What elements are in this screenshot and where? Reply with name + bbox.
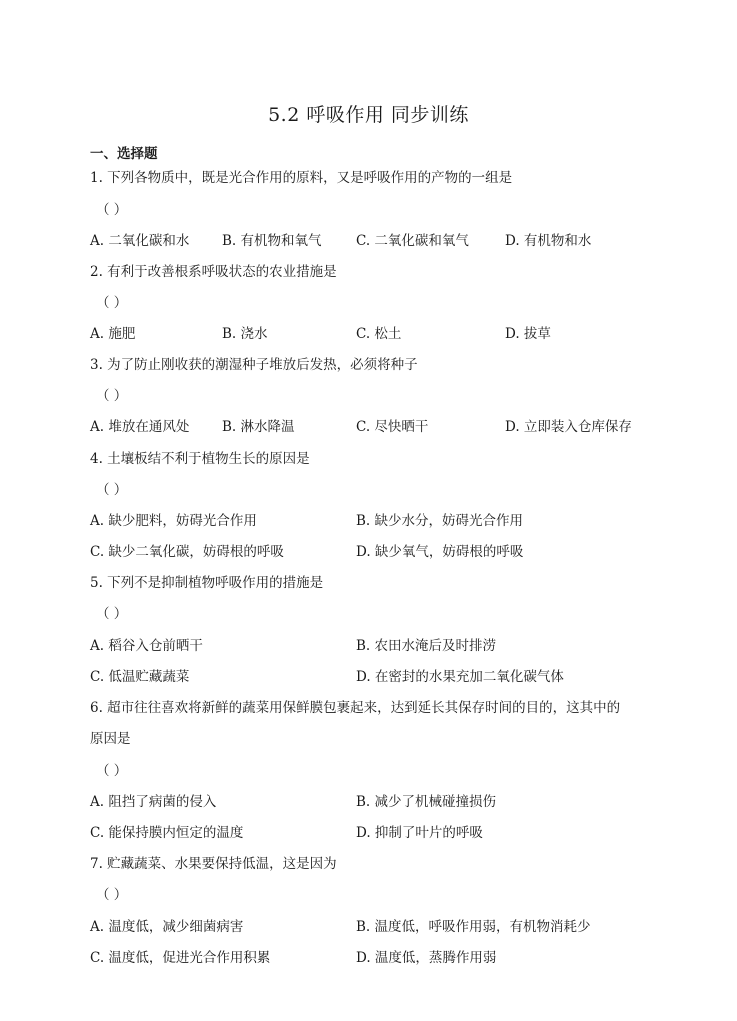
question-4-option-b: B. 缺少水分，妨碍光合作用 bbox=[356, 513, 524, 529]
question-2-option-d: D. 拔草 bbox=[505, 326, 551, 342]
question-4-stem: 4. 土壤板结不利于植物生长的原因是 bbox=[90, 451, 310, 467]
question-7-option-c: C. 温度低，促进光合作用积累 bbox=[90, 950, 271, 966]
question-2-answer-blank: （ ） bbox=[96, 295, 128, 311]
question-2-option-a: A. 施肥 bbox=[90, 326, 136, 342]
question-1-option-d: D. 有机物和水 bbox=[505, 233, 592, 249]
page-title: 5.2 呼吸作用 同步训练 bbox=[268, 104, 469, 126]
question-4-answer-blank: （ ） bbox=[96, 482, 128, 498]
question-3-answer-blank: （ ） bbox=[96, 388, 128, 404]
question-5-answer-blank: （ ） bbox=[96, 606, 128, 622]
question-5-stem: 5. 下列不是抑制植物呼吸作用的措施是 bbox=[90, 575, 324, 591]
question-6-option-b: B. 减少了机械碰撞损伤 bbox=[356, 794, 497, 810]
question-1-option-c: C. 二氧化碳和氧气 bbox=[356, 233, 469, 249]
question-1-option-b: B. 有机物和氧气 bbox=[222, 233, 322, 249]
question-5-option-b: B. 农田水淹后及时排涝 bbox=[356, 638, 497, 654]
question-6-option-a: A. 阻挡了病菌的侵入 bbox=[90, 794, 217, 810]
question-7-stem: 7. 贮藏蔬菜、水果要保持低温，这是因为 bbox=[90, 856, 337, 872]
question-5-option-d: D. 在密封的水果充加二氧化碳气体 bbox=[356, 669, 564, 685]
question-1-answer-blank: （ ） bbox=[96, 202, 128, 218]
question-7-option-d: D. 温度低，蒸腾作用弱 bbox=[356, 950, 497, 966]
question-4-option-a: A. 缺少肥料，妨碍光合作用 bbox=[90, 513, 257, 529]
question-6-answer-blank: （ ） bbox=[96, 763, 128, 779]
question-5-option-c: C. 低温贮藏蔬菜 bbox=[90, 669, 190, 685]
question-1-option-a: A. 二氧化碳和水 bbox=[90, 233, 190, 249]
question-4-option-d: D. 缺少氧气，妨碍根的呼吸 bbox=[356, 544, 524, 560]
question-6-option-c: C. 能保持膜内恒定的温度 bbox=[90, 825, 244, 841]
question-3-option-a: A. 堆放在通风处 bbox=[90, 419, 190, 435]
question-7-option-a: A. 温度低，减少细菌病害 bbox=[90, 919, 244, 935]
question-3-option-d: D. 立即装入仓库保存 bbox=[505, 419, 632, 435]
question-2-option-b: B. 浇水 bbox=[222, 326, 268, 342]
question-4-option-c: C. 缺少二氧化碳，妨碍根的呼吸 bbox=[90, 544, 284, 560]
question-7-option-b: B. 温度低，呼吸作用弱，有机物消耗少 bbox=[356, 919, 591, 935]
question-6-stem-continued: 原因是 bbox=[90, 731, 131, 747]
question-6-option-d: D. 抑制了叶片的呼吸 bbox=[356, 825, 483, 841]
section-heading: 一、选择题 bbox=[90, 146, 158, 162]
question-3-stem: 3. 为了防止刚收获的潮湿种子堆放后发热，必须将种子 bbox=[90, 357, 418, 373]
question-3-option-b: B. 淋水降温 bbox=[222, 419, 295, 435]
question-2-stem: 2. 有利于改善根系呼吸状态的农业措施是 bbox=[90, 264, 337, 280]
question-2-option-c: C. 松土 bbox=[356, 326, 402, 342]
question-3-option-c: C. 尽快晒干 bbox=[356, 419, 429, 435]
question-1-stem: 1. 下列各物质中，既是光合作用的原料，又是呼吸作用的产物的一组是 bbox=[90, 170, 513, 186]
question-6-stem: 6. 超市往往喜欢将新鲜的蔬菜用保鲜膜包裹起来，达到延长其保存时间的目的，这其中的 bbox=[90, 700, 621, 716]
question-5-option-a: A. 稻谷入仓前晒干 bbox=[90, 638, 203, 654]
question-7-answer-blank: （ ） bbox=[96, 887, 128, 903]
